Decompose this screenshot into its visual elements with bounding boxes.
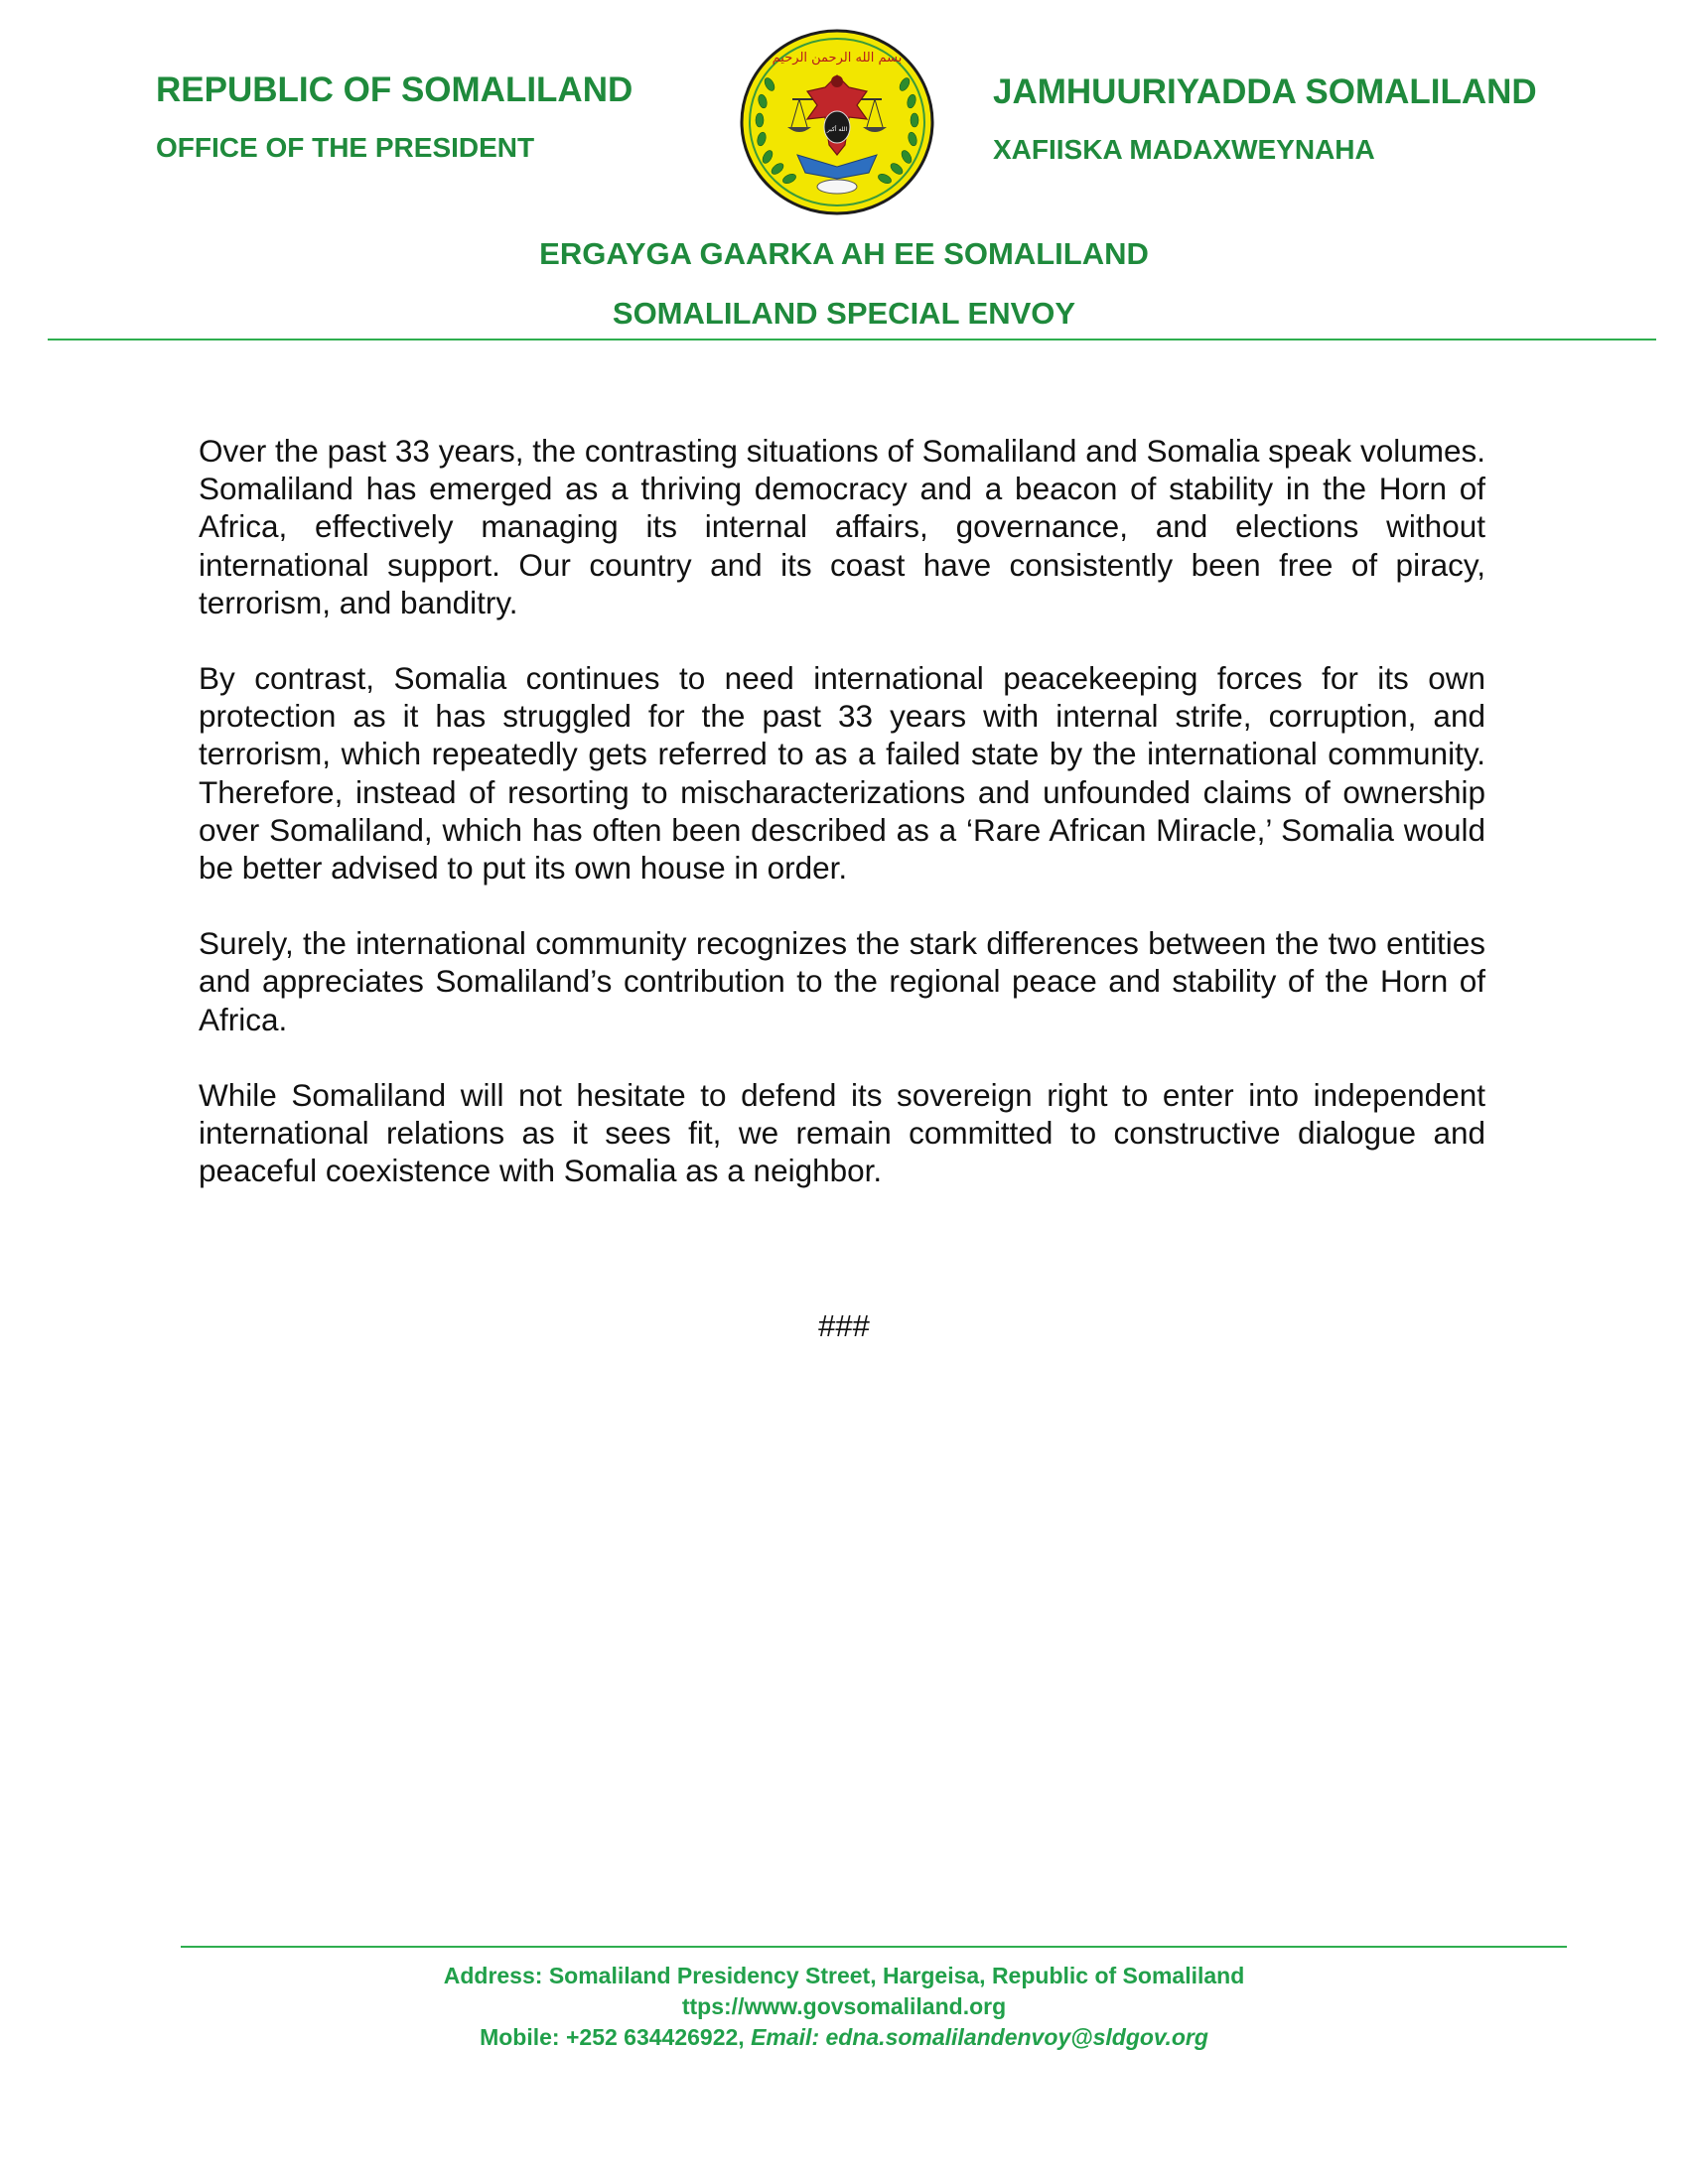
seal-script: بسم الله الرحمن الرحيم bbox=[772, 51, 903, 66]
letterhead-right bbox=[993, 71, 1537, 167]
footer-divider bbox=[181, 1946, 1567, 1948]
header-divider bbox=[48, 339, 1656, 341]
republic-title: REPUBLIC OF SOMALILAND bbox=[156, 70, 633, 109]
paragraph: Over the past 33 years, the contrasting situations of Somaliland and Somalia speak volumes. Somaliland has emerged as a thriving democracy and a beacon of stability in the Horn of Africa, effectively managing its internal affairs, governance, and elections without international support. Our country and its coast have consistently been free of piracy, terrorism, and banditry. bbox=[199, 433, 1485, 620]
paragraph: Surely, the international community recognizes the stark differences between the two entities and appreciates Somaliland’s contribution to the regional peace and stability of the Horn of Africa. bbox=[199, 925, 1485, 1037]
seal-center-script: الله أكبر bbox=[826, 126, 848, 133]
footer-email: Email: edna.somalilandenvoy@sldgov.org bbox=[751, 2024, 1208, 2050]
xafiiska-title: XAFIISKA MADAXWEYNAHA bbox=[993, 134, 1375, 165]
end-mark: ### bbox=[818, 1308, 870, 1343]
footer-contact bbox=[0, 2022, 1688, 2053]
envoy-title-english: SOMALILAND SPECIAL ENVOY bbox=[612, 296, 1076, 331]
national-seal-icon bbox=[738, 28, 936, 216]
jamhuuriyadda-title: JAMHUURIYADDA SOMALILAND bbox=[993, 72, 1537, 111]
letter-body bbox=[199, 432, 1485, 1227]
office-title: OFFICE OF THE PRESIDENT bbox=[156, 132, 535, 163]
footer-mobile: Mobile: +252 634426922, bbox=[480, 2024, 745, 2050]
envoy-title-somali: ERGAYGA GAARKA AH EE SOMALILAND bbox=[539, 236, 1149, 271]
footer bbox=[0, 1961, 1688, 2053]
footer-address: Address: Somaliland Presidency Street, Hargeisa, Republic of Somaliland bbox=[443, 1963, 1245, 1988]
letterhead-left bbox=[156, 69, 633, 165]
paragraph: By contrast, Somalia continues to need international peacekeeping forces for its own protection as it has struggled for the past 33 years with internal strife, corruption, and terrorism, which repeatedly gets referred to as a failed state by the international community. Therefore, instead of resorting to mischaracterizations and unfounded claims of ownership over Somaliland, which has often been described as a ‘Rare African Miracle,’ Somalia would be better advised to put its own house in order. bbox=[199, 660, 1485, 887]
footer-website: ttps://www.govsomaliland.org bbox=[681, 1993, 1007, 2019]
paragraph: While Somaliland will not hesitate to defend its sovereign right to enter into independent international relations as it sees fit, we remain committed to constructive dialogue and peaceful coexistence with Somalia as a neighbor. bbox=[199, 1076, 1485, 1189]
